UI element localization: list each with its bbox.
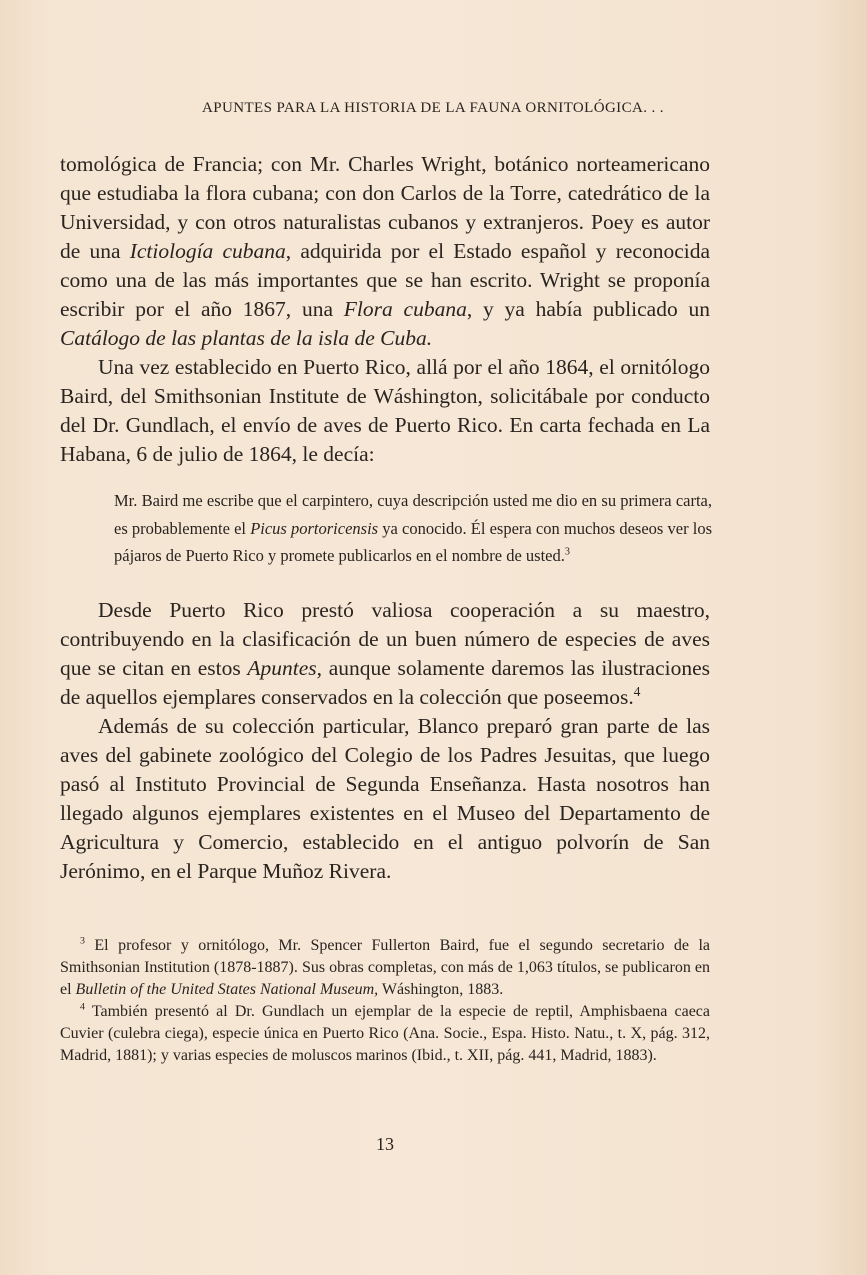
paragraph-3: Desde Puerto Rico prestó valiosa cooperación a su maestro, contribuyendo en la clasificación de un buen número de especies de aves que se citan en estos Apuntes, aunque solamente daremos las ilustraciones de aquellos ejemplares conservados en la colección que poseemos.$^4$ — [60, 597, 711, 709]
paragraph-2: Una vez establecido en Puerto Rico, allá por el año 1864, el ornitólogo Baird, del Smithsonian Institute de Wáshington, solicitábale por conducto del Dr. Gundlach, el envío de aves de Puerto Rico. En carta fechada en La Habana, 6 de julio de 1864, le decía: — [60, 355, 710, 466]
footnote-ref-3: 3 — [564, 546, 570, 558]
species-name: Picus portoricensis — [250, 518, 379, 538]
book-title-ictiologia: Ictiología cubana — [129, 239, 286, 263]
page-number: 13 — [376, 1134, 394, 1154]
footnotes — [60, 935, 710, 1067]
letter-quote: Mr. Baird me escribe que el carpintero, cuya descripción usted me dio en su primera carta, es probablemente el Picus portoricensis ya conocido. Él espera con muchos deseos ver los pájaros de Puerto Rico y promete publicarlos en el nombre de usted.$^3$ — [114, 491, 712, 565]
main-text — [60, 150, 710, 886]
footnote-ref-4: 4 — [633, 683, 641, 699]
running-head: APUNTES PARA LA HISTORIA DE LA FAUNA ORNITOLÓGICA. . . — [202, 100, 664, 116]
book-title-catalogo: Catálogo de las plantas de la isla de Cuba. — [60, 326, 433, 350]
footnote-3: $^3$ El profesor y ornitólogo, Mr. Spencer Fullerton Baird, fue el segundo secretario de la Smithsonian Institution (1878-1887). Sus obras completas, con más de 1,063 títulos, se publicaron en el Bulletin of the United States National Museum, Wáshington, 1883. — [60, 935, 710, 998]
paragraph-1: tomológica de Francia; con Mr. Charles Wright, botánico norteamericano que estudiaba la flora cubana; con don Carlos de la Torre, catedrático de la Universidad, y con otros naturalistas cubanos y extranjeros. Poey es autor de una Ictiología cubana, adquirida por el Estado español y reconocida como una de las más importantes que se han escrito. Wright se proponía escribir por el año 1867, una Flora cubana, y ya había publicado un Catálogo de las plantas de la isla de Cuba. — [60, 152, 711, 350]
work-title-apuntes: Apuntes — [247, 655, 317, 680]
book-title-flora: Flora cubana — [343, 297, 467, 321]
footnote-4: $^4$ También presentó al Dr. Gundlach un ejemplar de la especie de reptil, Amphisbaena caeca Cuvier (culebra ciega), especie única en Puerto Rico (Ana. Socie., Espa. Histo. Natu., t. X, pág. 312, Madrid, 1881); y varias especies de moluscos marinos (Ibid., t. XII, pág. 441, Madrid, 1883). — [60, 1001, 710, 1064]
paragraph-4: Además de su colección particular, Blanco preparó gran parte de las aves del gabinete zoológico del Colegio de los Padres Jesuitas, que luego pasó al Instituto Provincial de Segunda Enseñanza. Hasta nosotros han llegado algunos ejemplares existentes en el Museo del Departamento de Agricultura y Comercio, establecido en el antiguo polvorín de San Jerónimo, en el Parque Muñoz Rivera. — [60, 713, 710, 883]
